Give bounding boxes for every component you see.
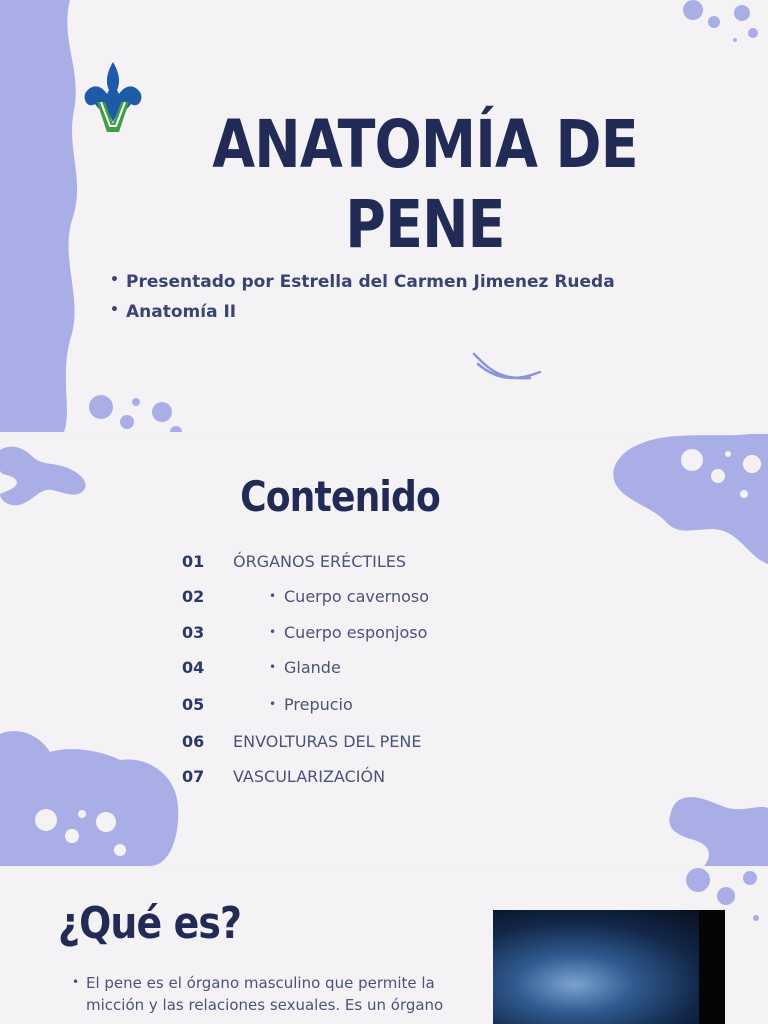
left-wave-decoration	[0, 0, 90, 432]
toc-item[interactable]	[0, 587, 768, 617]
bottom-right-wave-decoration	[664, 794, 768, 866]
contents-title: Contenido	[240, 472, 440, 521]
toc-label: VASCULARIZACIÓN	[233, 767, 386, 786]
toc-number: 02	[182, 587, 205, 606]
toc-label: ÓRGANOS ERÉCTILES	[233, 552, 407, 571]
top-right-blob-decoration	[610, 434, 768, 564]
toc-number: 07	[182, 767, 205, 786]
toc-number: 06	[182, 732, 205, 751]
title-line-2: PENE	[345, 186, 505, 263]
definition-title: ¿Qué es?	[58, 898, 242, 949]
xray-image	[493, 910, 725, 1024]
course-bullet: • Anatomía II	[110, 302, 615, 322]
toc-number: 03	[182, 623, 205, 642]
toc-label: • Cuerpo esponjoso	[284, 623, 427, 642]
toc-number: 05	[182, 695, 205, 714]
toc-number: 01	[182, 552, 205, 571]
squiggle-decoration	[470, 350, 550, 390]
toc-label: • Cuerpo cavernoso	[284, 587, 429, 606]
toc-item[interactable]	[0, 552, 768, 582]
presenter-bullet: • Presentado por Estrella del Carmen Jimenez Rueda	[110, 272, 615, 292]
toc-label: ENVOLTURAS DEL PENE	[233, 732, 422, 751]
toc-item[interactable]	[0, 695, 768, 725]
title-bullets	[110, 272, 615, 332]
toc-item[interactable]	[0, 623, 768, 653]
dots-decoration-top-right	[680, 0, 768, 48]
toc-item[interactable]	[0, 658, 768, 688]
toc-item[interactable]	[0, 732, 768, 762]
presentation-title	[186, 105, 665, 265]
toc-item[interactable]	[0, 767, 768, 797]
top-left-wave-decoration	[0, 442, 100, 522]
toc-label: • Glande	[284, 658, 341, 677]
definition-text: El pene es el órgano masculino que permite la micción y las relaciones sexuales. Es un órgano	[86, 974, 444, 1014]
bullet-marker: •	[72, 975, 80, 989]
toc-number: 04	[182, 658, 205, 677]
slide-title	[0, 0, 768, 432]
toc-label: • Prepucio	[284, 695, 353, 714]
dots-decoration	[84, 392, 194, 432]
title-line-1: ANATOMÍA DE	[212, 106, 638, 183]
university-logo	[83, 60, 143, 138]
